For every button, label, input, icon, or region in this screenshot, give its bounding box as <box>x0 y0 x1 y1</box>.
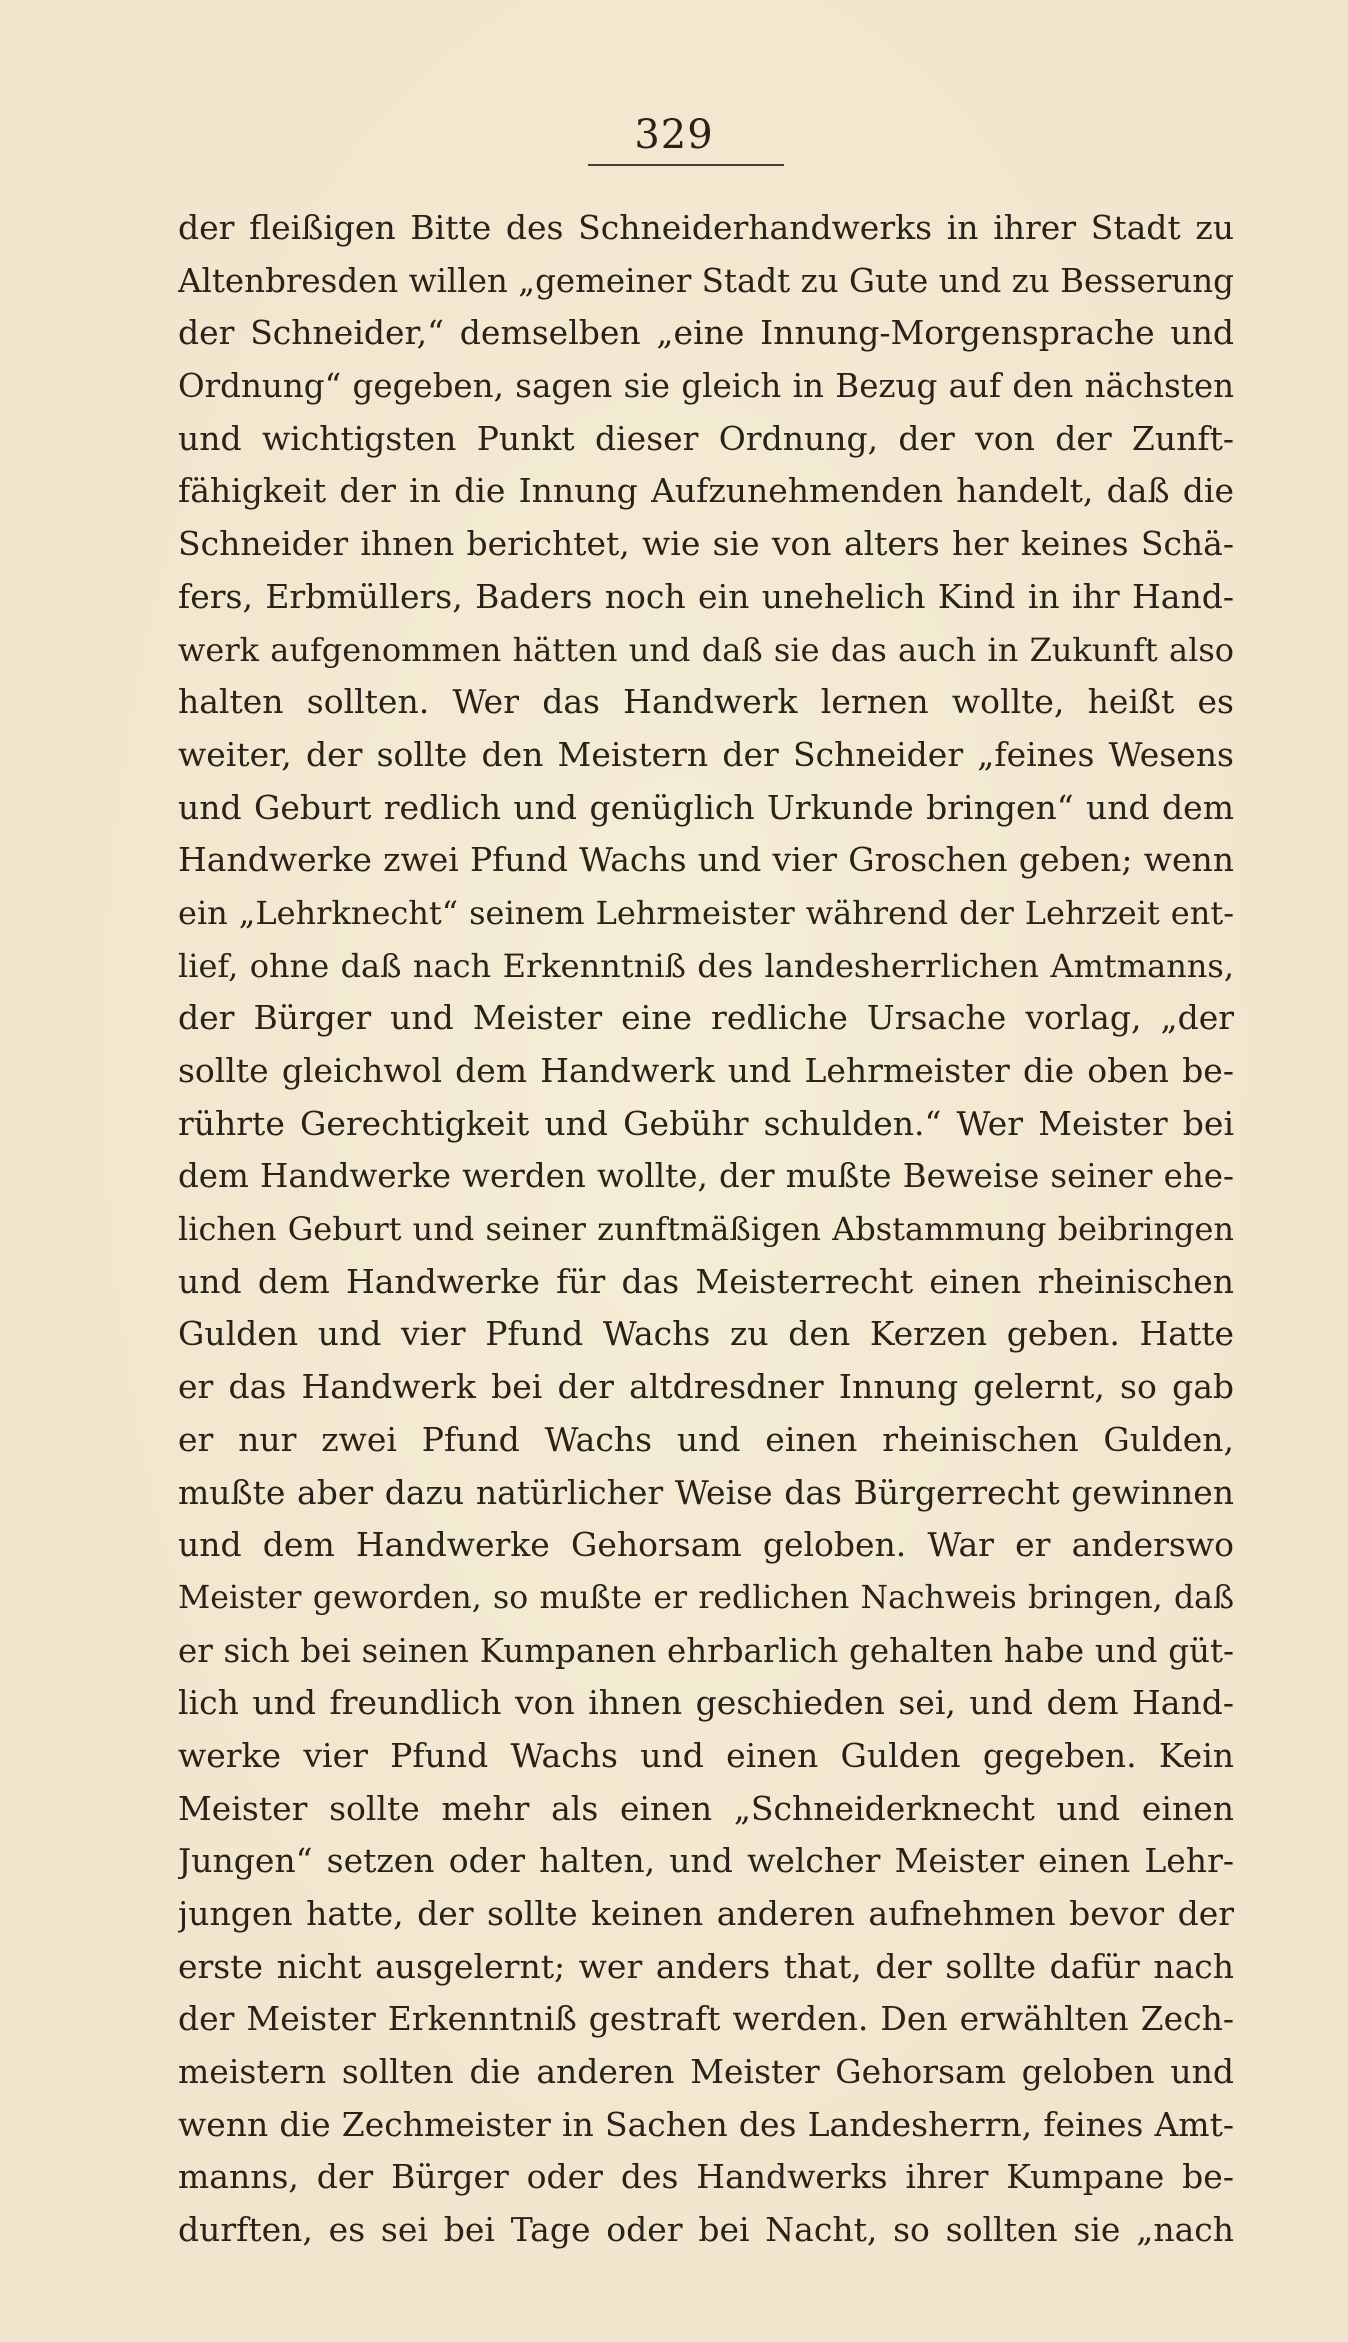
text-line: der fleißigen Bitte des Schneiderhandwerks in ihrer Stadt zu <box>178 208 1234 247</box>
text-line: fers, Erbmüllers, Baders noch ein unehelich Kind in ihr Hand- <box>178 576 1234 616</box>
text-line: sollte gleichwol dem Handwerk und Lehrmeister die oben be- <box>178 1051 1234 1090</box>
text-line: werk aufgenommen hätten und daß sie das auch in Zukunft also <box>178 630 1234 669</box>
header-rule <box>588 164 784 166</box>
text-line: werke vier Pfund Wachs und einen Gulden gegeben. Kein <box>178 1735 1234 1775</box>
text-line: Meister geworden, so mußte er redlichen Nachweis bringen, daß <box>178 1579 1234 1616</box>
text-line: und Geburt redlich und genüglich Urkunde bringen“ und dem <box>178 787 1234 827</box>
text-line: halten sollten. Wer das Handwerk lernen wollte, heißt es <box>178 682 1234 722</box>
text-line: und wichtigsten Punkt dieser Ordnung, der von der Zunft- <box>178 418 1234 458</box>
text-line: Meister sollte mehr als einen „Schneiderknecht und einen <box>178 1788 1234 1828</box>
text-line: und dem Handwerke Gehorsam geloben. War er anderswo <box>178 1525 1234 1565</box>
page-number: 329 <box>634 112 714 158</box>
text-line: Schneider ihnen berichtet, wie sie von alters her keines Schä- <box>178 524 1234 564</box>
text-line: Gulden und vier Pfund Wachs zu den Kerzen geben. Hatte <box>178 1314 1234 1354</box>
text-line: und dem Handwerke für das Meisterrecht einen rheinischen <box>178 1261 1234 1301</box>
body-text <box>178 202 1234 2257</box>
text-line: durften, es sei bei Tage oder bei Nacht, so sollten sie „nach <box>178 2210 1234 2250</box>
text-line: ein „Lehrknecht“ seinem Lehrmeister während der Lehrzeit ent- <box>178 893 1234 932</box>
text-line: lief, ohne daß nach Erkenntniß des landesherrlichen Amtmanns, <box>178 946 1234 985</box>
text-line: fähigkeit der in die Innung Aufzunehmenden handelt, daß die <box>178 471 1234 511</box>
text-line: rührte Gerechtigkeit und Gebühr schulden.“ Wer Meister bei <box>178 1103 1234 1143</box>
text-line: meistern sollten die anderen Meister Gehorsam geloben und <box>178 2052 1234 2092</box>
text-line: erste nicht ausgelernt; wer anders that, der sollte dafür nach <box>178 1946 1234 1986</box>
text-line: lich und freundlich von ihnen geschieden sei, und dem Hand- <box>178 1683 1234 1723</box>
text-line: wenn die Zechmeister in Sachen des Landesherrn, feines Amt- <box>178 2104 1234 2144</box>
text-line: Ordnung“ gegeben, sagen sie gleich in Bezug auf den nächsten <box>178 367 1234 406</box>
text-line: mußte aber dazu natürlicher Weise das Bürgerrecht gewinnen <box>178 1472 1234 1512</box>
text-line: der Bürger und Meister eine redliche Ursache vorlag, „der <box>178 998 1234 1038</box>
text-line: weiter, der sollte den Meistern der Schneider „feines Wesens <box>178 734 1234 774</box>
text-line: lichen Geburt und seiner zunftmäßigen Abstammung beibringen <box>178 1210 1234 1249</box>
text-line: manns, der Bürger oder des Handwerks ihrer Kumpane be- <box>178 2157 1234 2197</box>
text-line: jungen hatte, der sollte keinen anderen aufnehmen bevor der <box>178 1894 1234 1933</box>
text-line: er das Handwerk bei der altdresdner Innung gelernt, so gab <box>178 1367 1234 1407</box>
text-line: Handwerke zwei Pfund Wachs und vier Groschen geben; wenn <box>178 840 1234 880</box>
text-line: dem Handwerke werden wollte, der mußte Beweise seiner ehe- <box>178 1157 1234 1196</box>
text-line: der Meister Erkenntniß gestraft werden. Den erwählten Zech- <box>178 1999 1234 2039</box>
text-line: der Schneider,“ demselben „eine Innung-Morgensprache und <box>178 313 1234 353</box>
text-line: Jungen“ setzen oder halten, und welcher Meister einen Lehr- <box>178 1841 1234 1881</box>
text-line: er sich bei seinen Kumpanen ehrbarlich gehalten habe und güt- <box>178 1631 1234 1670</box>
text-line: Altenbresden willen „gemeiner Stadt zu Gute und zu Besserung <box>178 261 1234 300</box>
text-line: er nur zwei Pfund Wachs und einen rheinischen Gulden, <box>178 1419 1234 1459</box>
